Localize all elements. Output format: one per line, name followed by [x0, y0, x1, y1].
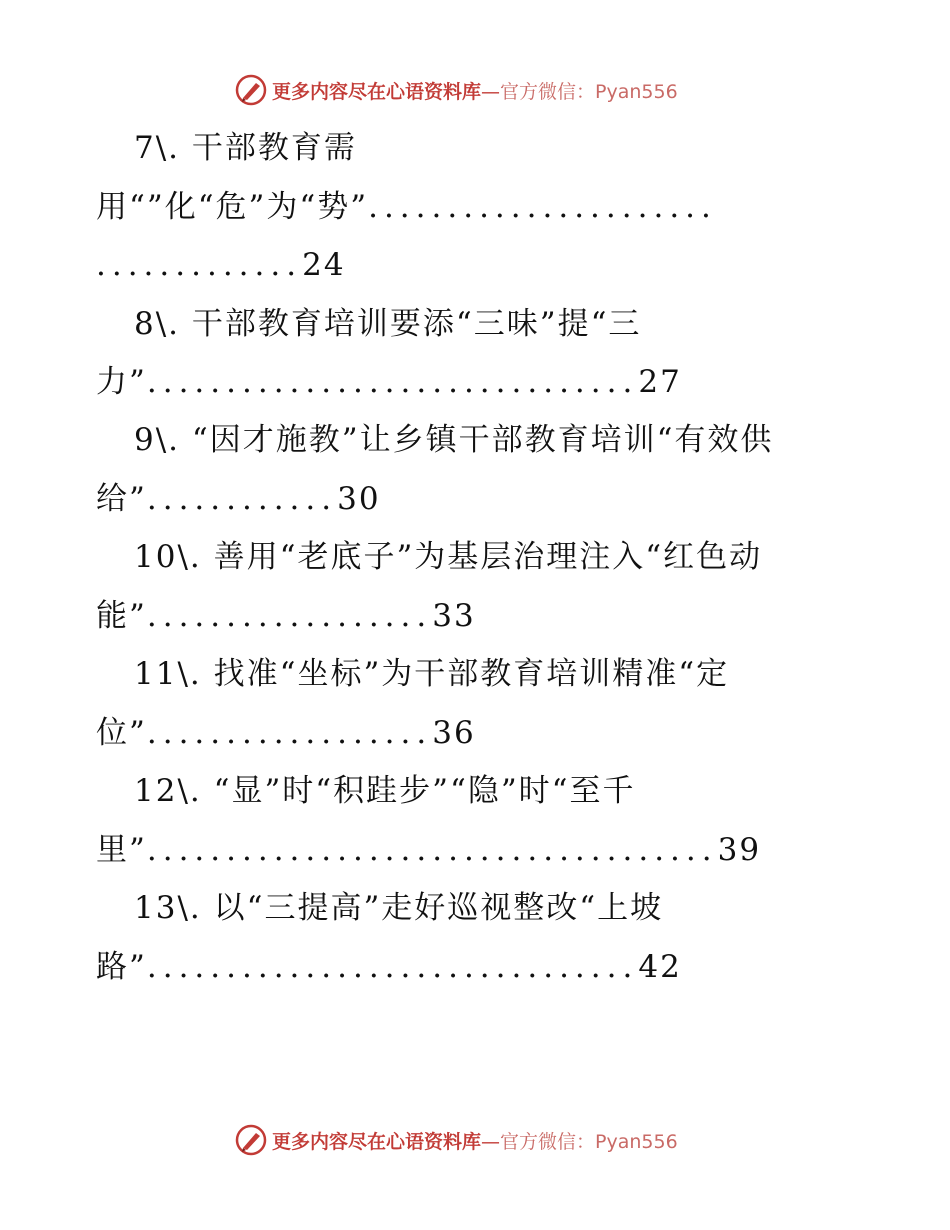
banner-wechat-text: 官方微信：Pyan556 — [500, 80, 678, 103]
toc-entry-11-text-cont: 位” — [96, 715, 147, 751]
pen-logo-icon — [234, 1123, 268, 1157]
toc-entry-12-text: 12\. “显”时“积跬步”“隐”时“至千 — [134, 773, 636, 809]
banner-lead-text: 更多内容尽在心语资料库 — [272, 1130, 482, 1153]
banner-wechat-text: 官方微信：Pyan556 — [500, 1130, 678, 1153]
toc-entry-8-text: 8\. 干部教育培训要添“三味”提“三 — [134, 306, 642, 342]
toc-leader-dots: .................. — [146, 598, 433, 634]
toc-entry-11-line2 — [96, 713, 476, 753]
toc-entry-7-line2 — [96, 187, 717, 227]
toc-leader-dots: ...................... — [368, 189, 717, 225]
toc-entry-8-line2 — [96, 362, 682, 402]
toc-entry-11-text: 11\. 找准“坐标”为干部教育培训精准“定 — [134, 656, 730, 692]
toc-entry-7-line3 — [96, 245, 346, 285]
toc-page-number: 36 — [432, 715, 476, 751]
toc-entry-11-title — [134, 654, 729, 694]
toc-leader-dots: ............. — [96, 247, 303, 283]
header-banner — [234, 72, 678, 108]
toc-page-number: 42 — [638, 949, 682, 985]
toc-entry-8-title — [134, 304, 641, 344]
toc-page-number: 27 — [638, 364, 682, 400]
toc-entry-13-line2 — [96, 947, 682, 987]
toc-entry-9-line2 — [96, 479, 381, 519]
toc-page-number: 24 — [302, 247, 346, 283]
toc-leader-dots: .................. — [146, 715, 433, 751]
toc-page-number: 30 — [337, 481, 381, 517]
toc-entry-12-line2 — [96, 830, 761, 870]
toc-entry-10-text: 10\. 善用“老底子”为基层治理注入“红色动 — [134, 539, 763, 575]
toc-entry-13-title — [134, 888, 663, 928]
toc-entry-10-line2 — [96, 596, 476, 636]
pen-logo-icon — [234, 73, 268, 107]
toc-entry-7-text-cont: 用“”化“危”为“势” — [96, 189, 369, 225]
toc-page-number: 33 — [432, 598, 476, 634]
toc-entry-7-title — [134, 128, 357, 168]
toc-page-number: 39 — [717, 832, 762, 868]
toc-entry-9-text-cont: 给” — [96, 481, 147, 517]
toc-entry-12-title — [134, 771, 636, 811]
footer-banner — [234, 1122, 678, 1158]
toc-leader-dots: ............................... — [146, 364, 639, 400]
toc-leader-dots: ............................... — [146, 949, 639, 985]
toc-entry-10-text-cont: 能” — [96, 598, 147, 634]
banner-dash: — — [481, 1130, 501, 1153]
banner-lead-text: 更多内容尽在心语资料库 — [272, 80, 482, 103]
toc-entry-7-text: 7\. 干部教育需 — [134, 130, 357, 166]
toc-leader-dots: .................................... — [146, 832, 718, 868]
toc-entry-12-text-cont: 里” — [96, 832, 147, 868]
toc-entry-10-title — [134, 537, 762, 577]
toc-leader-dots: ............ — [146, 481, 338, 517]
banner-dash: — — [481, 80, 501, 103]
toc-entry-9-text: 9\. “因才施教”让乡镇干部教育培训“有效供 — [134, 422, 774, 458]
toc-entry-13-text: 13\. 以“三提高”走好巡视整改“上坡 — [134, 890, 664, 926]
toc-entry-9-title — [134, 420, 773, 460]
toc-entry-8-text-cont: 力” — [96, 364, 147, 400]
toc-entry-13-text-cont: 路” — [96, 949, 147, 985]
